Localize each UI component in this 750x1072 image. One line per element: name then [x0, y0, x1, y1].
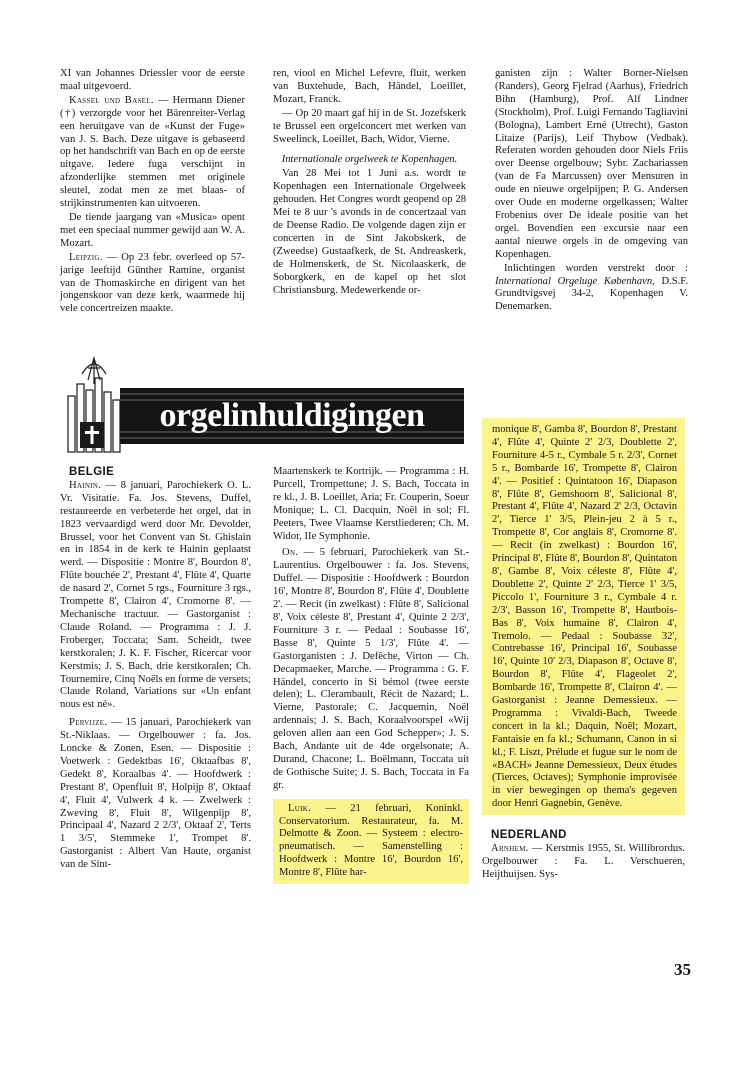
paragraph-text: , D.S.F. Grundtvigsvej 34-2, Kopenhagen V. Denemarken. — [495, 275, 688, 313]
paragraph: ganisten zijn : Walter Borner-Nielsen (Randers), Georg Fjelrad (Aarhus), Friedrich Bihn (Hamburg), Prof. Alf Lindner (Stockholm), Prof. Luigi Fernando Tagliavini (Bologna), Lambert Erné (Utrecht), Gaston Litaize (Parijs), Leif Thybow (Vedbak). Referaten worden gehouden door Niels Friis over Deense orgelbouw; Sybr. Zachariassen (van de Fa Marcussen) over Mensuren in oude en nieuwe orgelpijpen; P. G. Andersen over Oude en moderne orgelkassen; Walter Frobenius over De ideale positie van het orgel. Bovendien een excursie naar een aantal nieuwe orgels in de omgeving van Kopenhagen. — [495, 68, 688, 260]
organization-name: International Orgeluge København — [495, 275, 653, 287]
article-column-2 — [273, 68, 466, 297]
banner-title: orgelinhuldigingen — [159, 397, 425, 434]
paragraph: monique 8', Gamba 8', Bourdon 8', Prestant 4', Flûte 4', Quinte 2' 2/3, Doublette 2', Fourniture 4-5 r., Cymbale 5 r. 2/3', Cornet 5 r., Bombarde 16', Trompette 8', Clairon 4'. — Positief : Quintatoon 16', Diapason 8', Flûte 8', Gemshoorn 8', Salicional 8', Prestant 4', Flûte 4', Nazard 2' 2/3, Octavin 2', Tierce 1' 3/5, Plein-jeu 2 à 5 r., Trompette 8', Cor anglais 8', Cromorne 8'. — Recit (in zwelkast) : Bourdon 16', Principal 8', Flûte 8', Bourdon 8', Quintaton 8', Gambe 8', Voix céleste 8', Flûte 4', Doublette 2', Quinte 2' 2/3, Tierce 1' 3/5, Piccolo 1', Fourniture 3 r., Cymbale 4 r. 2/3', Basson 16', Trompette 8', Hautbois-Bas 8', Voix humaine 8', Clairon 4', Tremolo. — Pedaal : Soubasse 32', Contrebasse 16', Principal 16', Soubasse 16', Quinte 10' 2/3, Diapason 8', Octave 8', Bourdon 8', Flûte 4', Flageolet 2', Bombarde 16', Trompette 8', Clairon 4'. — Gastorganist : Jeanne Demessieux. — Programma : Vivaldi-Bach, Tweede concert in la kl.; Daquin, Noël; Mozart, Fantaisie en fa kl.; Schumann, Canon in si kl.; F. Liszt, Prélude et fugue sur le nom de «BACH» Jeanne Demessieux, Deux études (Tierces, Octaves); Symphonie improvisée in vier bewegingen op thema's gegeven door Henri Gagnebin, Genève. — [492, 424, 677, 810]
paragraph: ren, viool en Michel Lefevre, fluit, werken van Buxtehude, Bach, Händel, Loeillet, Mozart, Franck. — [273, 68, 466, 105]
paragraph: De tiende jaargang van «Musica» opent met een speciaal nummer gewijd aan W. A. Mozart. — [60, 211, 245, 249]
paragraph-text: — Kerstmis 1955, St. Willibrordus. Orgelbouwer : Fa. L. Verschueren, Heijthuijsen. Sys- — [482, 843, 685, 880]
report-column-2 — [273, 466, 469, 884]
subheading: Internationale orgelweek te Kopenhagen. — [281, 154, 458, 166]
place-name: Pervijze. — [69, 717, 108, 729]
paragraph — [60, 480, 251, 712]
paragraph-text: Inlichtingen worden verstrekt door : — [504, 262, 688, 274]
place-name: Arnhem. — [491, 843, 529, 855]
paragraph: — Op 20 maart gaf hij in de St. Jozefskerk te Brussel een orgelconcert met werken van Sweelinck, Loeillet, Bach, Widor, Vierne. — [273, 107, 466, 145]
paragraph — [60, 717, 251, 872]
section-banner — [58, 354, 468, 458]
place-name: Luik. — [288, 802, 312, 814]
report-column-1 — [60, 466, 251, 872]
highlighted-passage — [482, 418, 685, 815]
section-title-belgie: BELGIE — [69, 466, 115, 478]
paragraph — [273, 547, 469, 792]
place-name: Hainin. — [69, 479, 102, 491]
highlighted-passage — [273, 799, 469, 884]
paragraph: Van 28 Mei tot 1 Juni a.s. wordt te Kopenhagen een Internationale Orgelweek gehouden. Het Congres wordt geopend op 28 Mei te 8 uur 's avonds in de concertzaal van de Deense Radio. De volgende dagen zijn er concerten in de Sint Jakobskerk, de (Zweedse) Gustaafkerk, de St. Andreaskerk, de Holmenskerk, de St. Nicolaaskerk, de Soborgkerk, en de kapel op het slot Christiansburg. Medewerkende or- — [273, 168, 466, 296]
paragraph — [279, 803, 463, 880]
place-name: Kassel und Basel. — [69, 94, 154, 106]
report-column-3 — [482, 418, 685, 882]
section-title-nederland: NEDERLAND — [491, 829, 567, 842]
paragraph-text: — Op 23 febr. overleed op 57-jarige leeftijd Günther Ramine, organist van de Thomaskirche en dirigent van het jongenskoor van deze kerk, waarmede hij vele concertreizen maakte. — [60, 251, 245, 315]
paragraph — [60, 95, 245, 211]
page-number: 35 — [674, 960, 691, 979]
paragraph — [482, 843, 685, 882]
paragraph-text: — Hermann Diener (†) verzorgde voor het Bärenreiter-Verlag een heruitgave van de «Kunst der Fuge» van J. S. Bach. Deze uitgave is gebaseerd op het handschrift van Bach en op de eerste uitgave. Iedere fuga verschijnt in afzonderlijke stemmen met originele sleutel, zodat men ze met blaas- of strijkinstrumenten kan uitvoeren. — [60, 94, 245, 210]
paragraph: Maartenskerk te Kortrijk. — Programma : H. Purcell, Trompettune; J. S. Bach, Toccata in re kl., J. B. Loeillet, Aria; Fr. Couperin, Soeur Monique; L. Cl. Dacquin, Noël in sol; Fl. Peeters, Twee Vlaamse Kerstliederen; Ch. M. Widor, IIe Symphonie. — [273, 466, 469, 542]
article-column-3 — [495, 68, 688, 314]
paragraph-text: — 15 januari, Parochiekerk van St.-Niklaas. — Orgelbouwer : fa. Jos. Loncke & Zonen, Esen. — Dispositie : Voetwerk : Gedektbas 16', Oktaafbas 8', Gedekt 8', Koraalbas 4'. — Hoofdwerk : Prestant 8', Openfluit 8', Holpijp 8', Oktaaf 4', Fluit 4', Vulwerk 4 k. — Zwelwerk : Zweving 8', Fluit 8', Wilgenpijp 8', Principaal 4', Nazard 2 2/3', Oktaaf 2', Terts 1 3/5', Stemmeke 1', Trompet 8'. Gastorganist : Albert Van Haute, organist van de Sint- — [60, 717, 251, 871]
paragraph: XI van Johannes Driessler voor de eerste maal uitgevoerd. — [60, 68, 245, 92]
paragraph-text: — 8 januari, Parochiekerk O. L. Vr. Visitatie. Fa. Jos. Stevens, Duffel, restaureerde en verbeterde het orgel, dat in 1823 vervaardigd werd door Mr. Devolder, Brussel, voor het Convent van St. Ghislain en in 1854 in de kerk te Hainin geplaatst werd. — Dispositie : Montre 8', Bourdon 8', Flûte bouchée 2', Prestant 4', Flûte 4', Quarte de nasard 2', Cornet 5 rgs., Fourniture 3 rgs., Trompette 8', Clairon 4', Cromorne 8'. — Mechanische tractuur. — Gastorganist : Claude Roland. — Programma : J. J. Froberger, Toccata; Sam. Scheidt, twee kerstkoralen; J. K. F. Fischer, Ricercar voor Kerstmis; J. S. Bach, drie kerstkoralen; Ch. Tournemire, Cinq Noëls en forme de versets; Claude Roland, Variations sur «Un enfant nous est né». — [60, 479, 251, 711]
place-name: Leipzig. — [69, 251, 103, 263]
paragraph — [60, 252, 245, 317]
paragraph-text: — 5 februari, Parochiekerk van St.-Laurentius. Orgelbouwer : fa. Jos. Stevens, Duffel. — Dispositie : Hoofdwerk : Bourdon 16', Montre 8', Bourdon 8', Flûte 4', Doublette 2'. — Recit (in zwelkast) : Flûte 8', Salicional 8', Voix céleste 8', Prestant 4', Quinte 2 2/3', Fourniture 3 r. — Pedaal : Soubasse 16', Basse 8', Quinte 5 1/3', Flûte 4'. — Gastorganisten : J. Defêche, Virton — Ch. Decapmaeker, Marche. — Programma : G. F. Händel, concerto in Si bémol (twee eerste delen); L. Clerambault, Récit de Nazard; L. Vierne, Pastorale; C. Jacquemin, Noël ardennais; J. S. Bach, Koraalvoorspel «Wij geloven allen aan een God Schepper»; J. S. Bach, Andante uit de 4de orgelsonate; A. Durand, Chacone; L. Boëlmann, Toccata uit de Gothische Suite; J. S. Bach, Toccata in Fa gr. — [273, 547, 469, 791]
place-name: On. — [282, 547, 299, 559]
article-column-1 — [60, 68, 245, 316]
paragraph — [495, 263, 688, 315]
paragraph-text: — 21 februari, Koninkl. Conservatorium. Restaurateur, fa. M. Delmotte & Zoon. — Systeem : electro-pneumatisch. — Samenstelling : Hoofdwerk : Montre 16', Bourdon 16', Montre 8', Flûte har- — [279, 802, 463, 879]
cross-emblem — [80, 422, 104, 448]
